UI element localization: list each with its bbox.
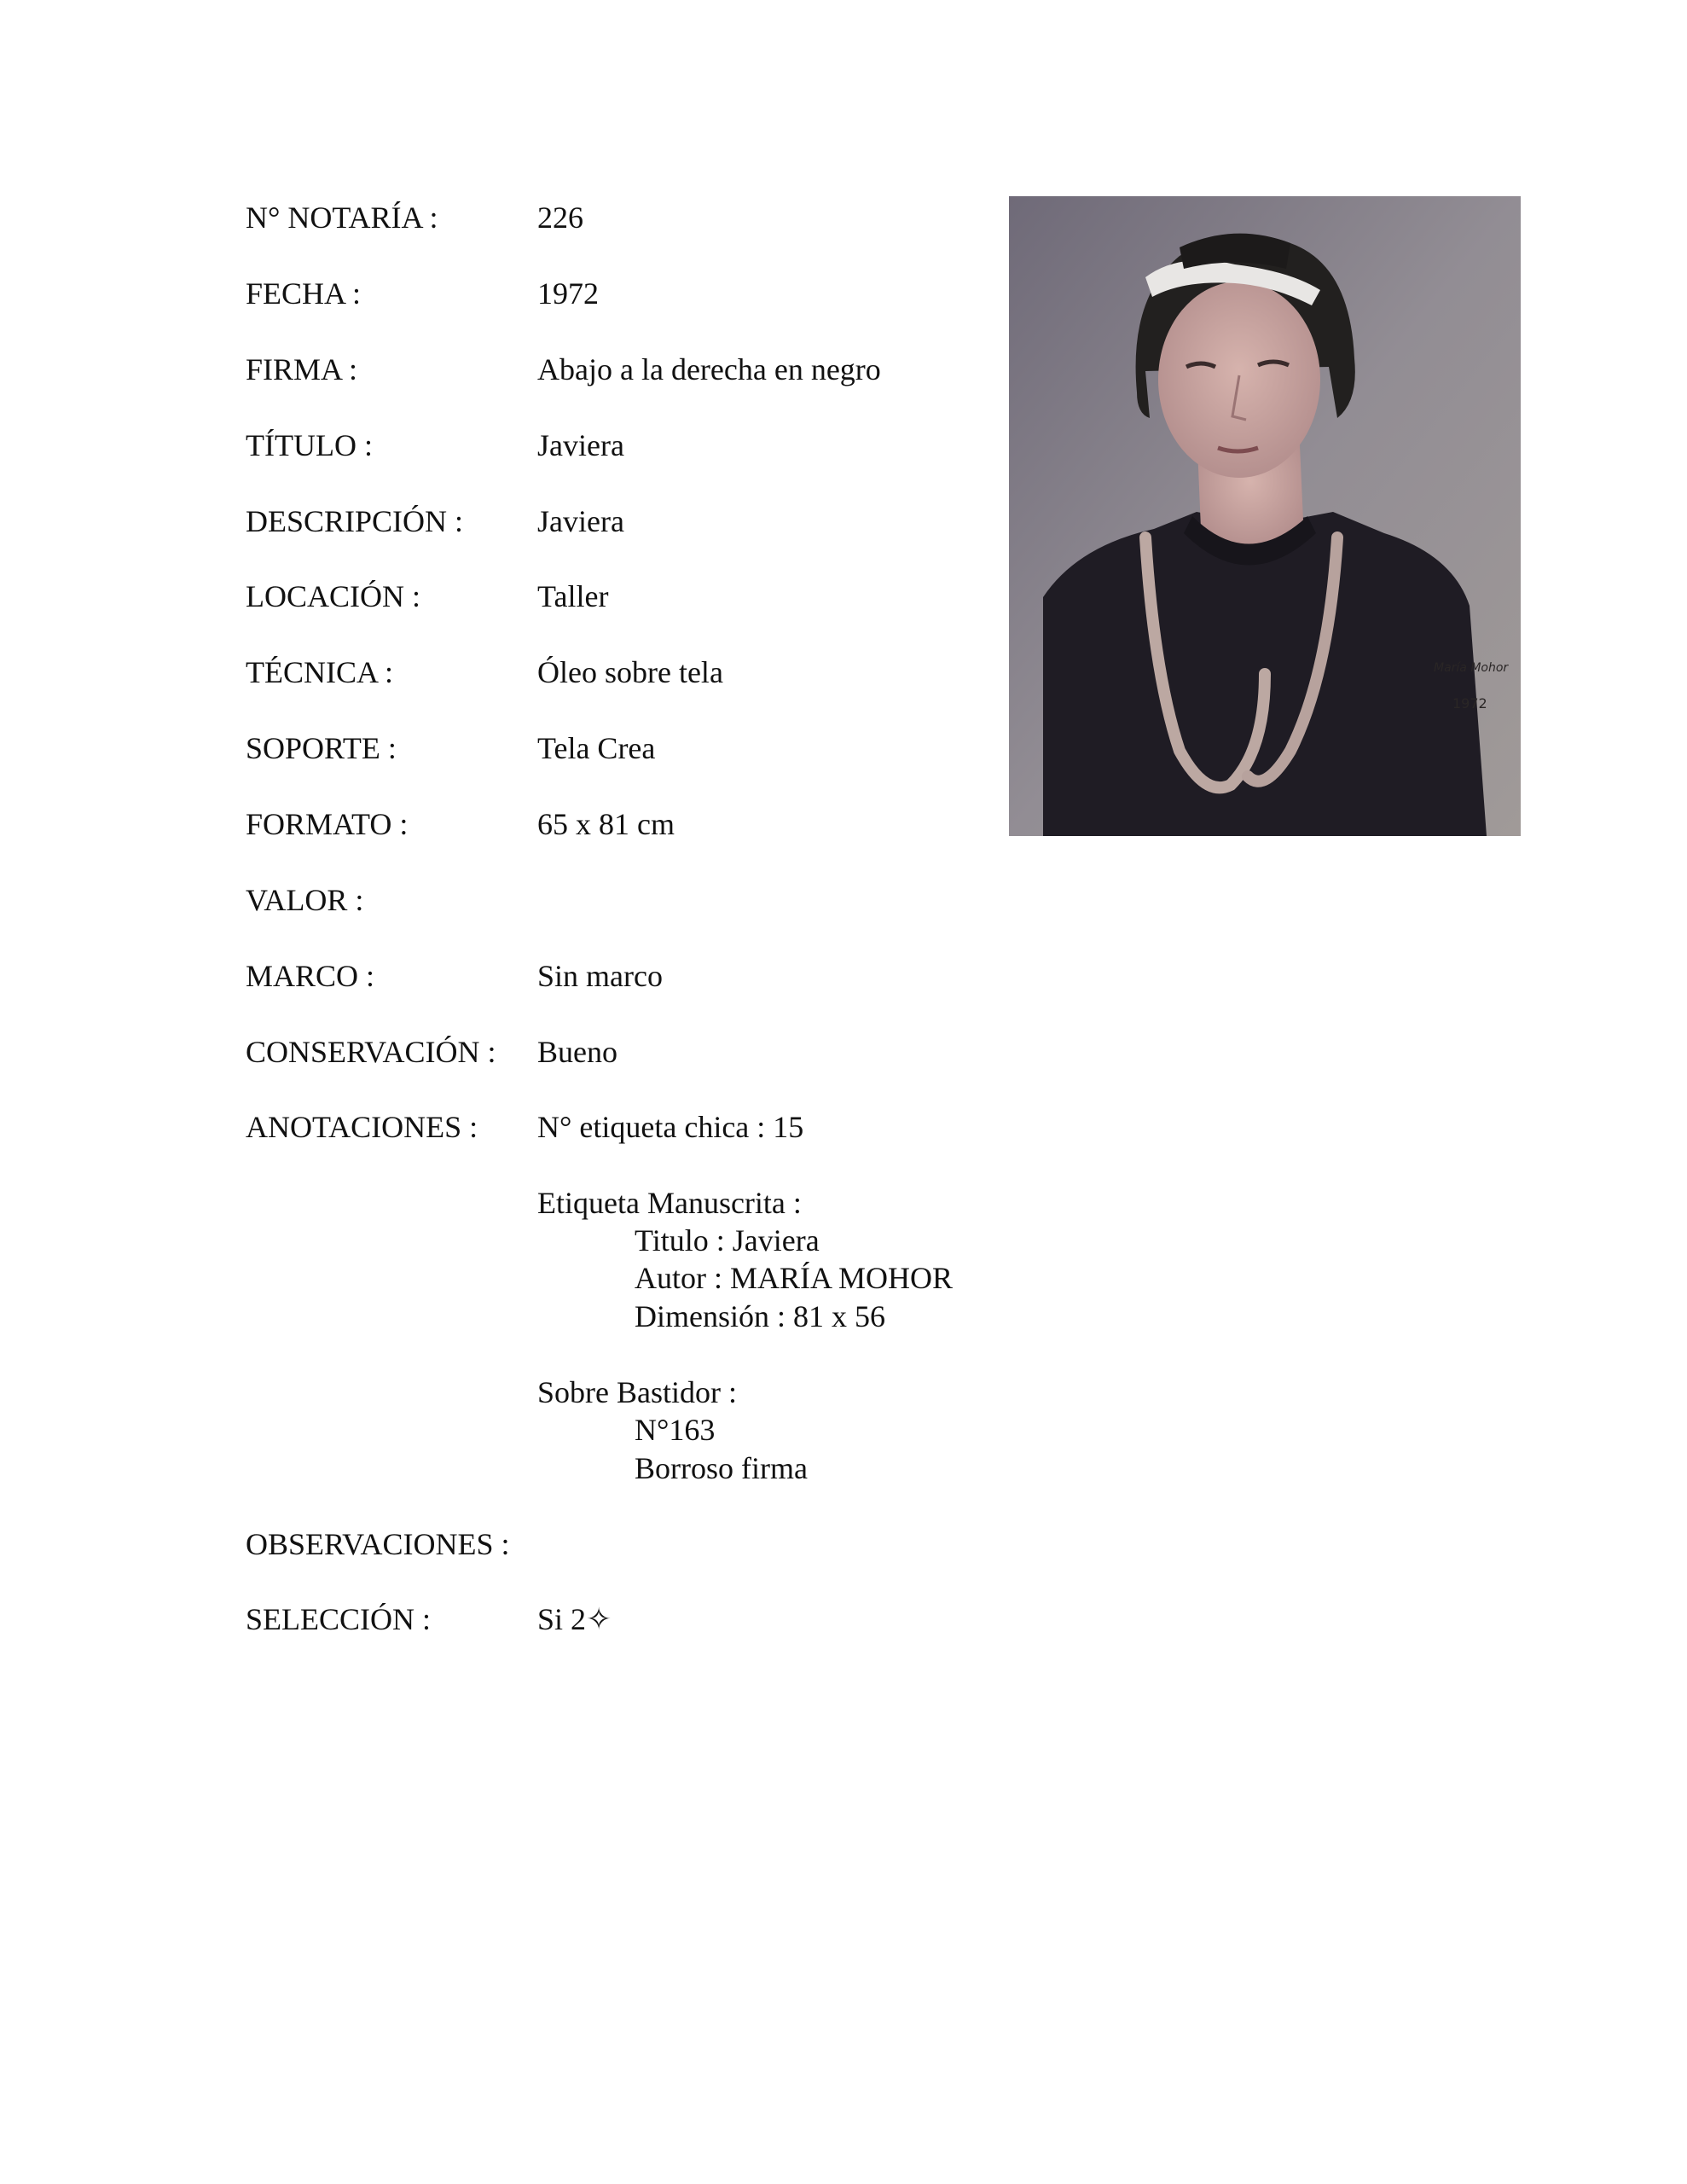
- field-value: 226: [537, 200, 583, 235]
- field-value: Bueno: [537, 1035, 617, 1069]
- field-value: Óleo sobre tela: [537, 655, 723, 689]
- frame-signature-note: Borroso firma: [635, 1451, 808, 1485]
- field-value: Tela Crea: [537, 731, 656, 765]
- field-value: Si 2✧: [537, 1602, 612, 1636]
- field-label: MARCO :: [246, 959, 375, 993]
- handwritten-label-heading: Etiqueta Manuscrita :: [537, 1186, 802, 1220]
- field-label: DESCRIPCIÓN :: [246, 504, 464, 538]
- field-label: N° NOTARÍA :: [246, 200, 438, 235]
- field-value: Taller: [537, 579, 609, 613]
- field-value: N° etiqueta chica : 15: [537, 1110, 804, 1144]
- field-value: Sin marco: [537, 959, 663, 993]
- painting-year: 1972: [1452, 695, 1487, 712]
- field-value: 65 x 81 cm: [537, 807, 675, 841]
- painting-signature: María Mohor: [1434, 661, 1509, 675]
- field-label: FIRMA :: [246, 352, 358, 386]
- frame-number: N°163: [635, 1413, 716, 1447]
- handwritten-label-dimension: Dimensión : 81 x 56: [635, 1299, 885, 1333]
- field-label: ANOTACIONES :: [246, 1110, 478, 1144]
- field-value: Abajo a la derecha en negro: [537, 352, 881, 386]
- field-label: CONSERVACIÓN :: [246, 1035, 496, 1069]
- field-label: TÉCNICA :: [246, 655, 394, 689]
- field-value: Javiera: [537, 428, 624, 462]
- painting-image: [1009, 196, 1521, 836]
- field-value: 1972: [537, 276, 599, 311]
- field-label: VALOR :: [246, 883, 364, 917]
- field-label: LOCACIÓN :: [246, 579, 420, 613]
- field-label: FECHA :: [246, 276, 362, 311]
- handwritten-label-author: Autor : MARÍA MOHOR: [635, 1261, 954, 1295]
- field-label: OBSERVACIONES :: [246, 1527, 510, 1561]
- frame-heading: Sobre Bastidor :: [537, 1375, 737, 1409]
- field-label: TÍTULO :: [246, 428, 373, 462]
- field-label: FORMATO :: [246, 807, 409, 841]
- portrait-painting: [1009, 196, 1521, 836]
- field-label: SELECCIÓN :: [246, 1602, 432, 1636]
- field-label: SOPORTE :: [246, 731, 397, 765]
- handwritten-label-title: Titulo : Javiera: [635, 1223, 820, 1258]
- field-value: Javiera: [537, 504, 624, 538]
